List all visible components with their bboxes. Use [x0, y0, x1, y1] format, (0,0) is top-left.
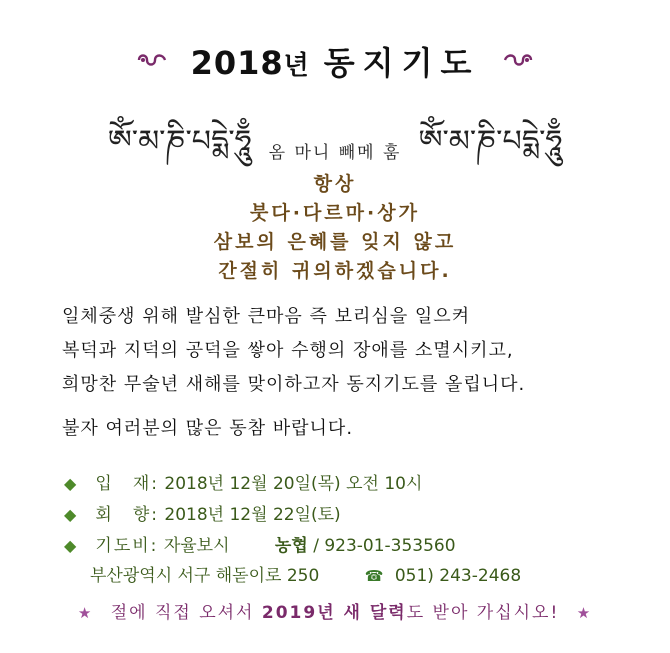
return-value: 2018년 12월 22일(토) — [164, 505, 341, 525]
return-label: 회 향: — [95, 505, 159, 525]
ornament-right-icon — [503, 49, 533, 74]
entry-label: 입 재: — [95, 474, 159, 494]
diamond-icon: ◆ — [64, 505, 77, 524]
vow-line: 삼보의 은혜를 잊지 않고 — [213, 231, 457, 253]
title-year: 2018 — [190, 44, 284, 82]
title-year-suffix: 년 — [283, 51, 310, 81]
body-line: 일체중생 위해 발심한 큰마음 즉 보리심을 일으켜 — [62, 306, 471, 327]
address: 부산광역시 서구 해돋이로 250 — [90, 566, 320, 586]
phone-icon: ☎ — [364, 567, 384, 585]
diamond-icon: ◆ — [64, 536, 77, 555]
tibetan-mantra-left: ༀ་མ་ཎི་པདྨེ་ཧཱུྃ — [107, 124, 252, 159]
tibetan-mantra-right: ༀ་མ་ཎི་པདྨེ་ཧཱུྃ — [418, 124, 563, 159]
footer-text-pre: 절에 직접 오셔서 — [110, 603, 262, 623]
vow-line: 붓다·다르마·상가 — [250, 202, 420, 224]
title-main: 동지기도 — [323, 44, 480, 82]
page-title — [191, 38, 480, 84]
footer-text-post: 도 받아 가십시오! — [406, 603, 560, 623]
footer-highlight: 2019년 새 달력 — [261, 603, 407, 623]
title-row — [0, 38, 670, 84]
ornament-left-icon — [137, 49, 167, 74]
bank-account: / 923-01-353560 — [313, 536, 456, 556]
body-line: 불자 여러분의 많은 동참 바랍니다. — [62, 418, 354, 439]
star-icon: ★ — [77, 604, 94, 622]
body-line: 복덕과 지덕의 공덕을 쌓아 수행의 장애를 소멸시키고, — [62, 340, 514, 361]
bank-name: 농협 — [274, 536, 308, 556]
info-block — [64, 468, 654, 592]
fee-label: 기도비: — [95, 536, 159, 556]
info-row-entry — [64, 468, 654, 499]
body-line: 희망찬 무술년 새해를 맞이하고자 동지기도를 올립니다. — [62, 374, 526, 395]
fee-value: 자율보시 — [163, 536, 230, 556]
vow-block — [0, 170, 670, 286]
entry-value: 2018년 12월 20일(목) 오전 10시 — [164, 474, 423, 494]
vow-line: 항상 — [313, 173, 357, 195]
phone-number: 051) 243-2468 — [394, 566, 522, 586]
star-icon: ★ — [576, 604, 593, 622]
info-row-address — [64, 561, 654, 592]
footer — [0, 598, 670, 623]
info-row-return — [64, 499, 654, 530]
body-text — [62, 300, 652, 446]
diamond-icon: ◆ — [64, 474, 77, 493]
vow-line: 간절히 귀의하겠습니다. — [218, 260, 452, 282]
info-row-fee — [64, 530, 654, 561]
korean-mantra: 옴 마니 빼메 훔 — [268, 142, 402, 163]
